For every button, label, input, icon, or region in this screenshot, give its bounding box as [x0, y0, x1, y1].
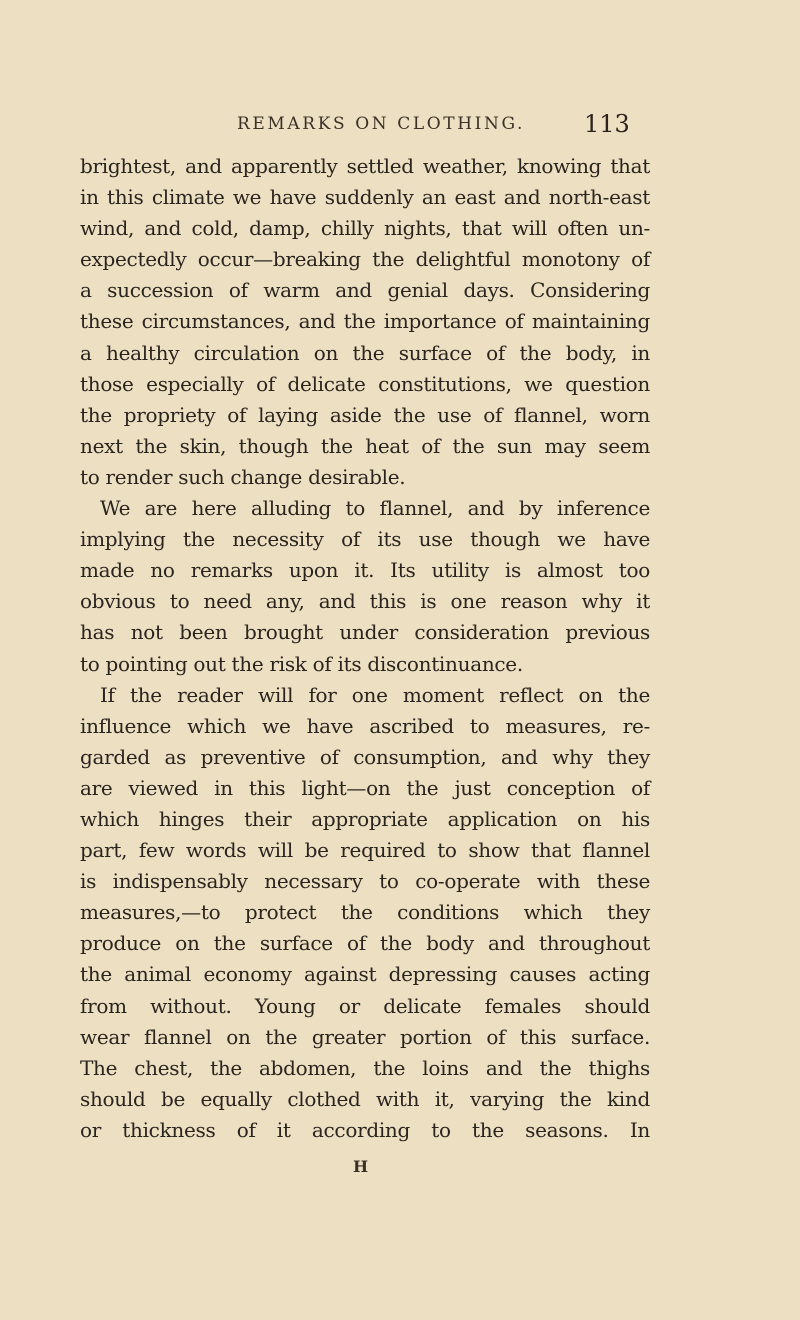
text-line: The chest, the abdomen, the loins and the thighs — [80, 1055, 650, 1080]
text-line: a healthy circulation on the surface of the body, in — [80, 340, 650, 365]
page-number: 113 — [584, 110, 630, 138]
text-line: influence which we have ascribed to measures, re- — [80, 713, 650, 738]
text-line: implying the necessity of its use though we have — [80, 527, 650, 552]
text-line: wind, and cold, damp, chilly nights, that will often un- — [80, 216, 650, 241]
body-text — [80, 151, 650, 1146]
text-line: expectedly occur—breaking the delightful monotony of — [80, 247, 650, 272]
text-line: which hinges their appropriate application on his — [80, 806, 650, 831]
running-title: REMARKS ON CLOTHING. — [237, 114, 526, 134]
text-line: or thickness of it according to the seasons. In — [80, 1117, 650, 1142]
text-line: the animal economy against depressing causes acting — [80, 962, 650, 987]
paragraph-start-line: If the reader will for one moment reflect on the — [100, 682, 650, 707]
signature-mark: H — [353, 1157, 369, 1176]
text-line: are viewed in this light—on the just conception of — [80, 775, 650, 800]
text-line: is indispensably necessary to co-operate with these — [80, 869, 650, 894]
text-line: made no remarks upon it. Its utility is almost too — [80, 558, 650, 583]
running-head — [0, 110, 800, 144]
text-line: produce on the surface of the body and throughout — [80, 931, 650, 956]
text-line: a succession of warm and genial days. Considering — [80, 278, 650, 303]
text-line: from without. Young or delicate females should — [80, 993, 650, 1018]
text-line: brightest, and apparently settled weather, knowing that — [80, 154, 650, 178]
text-line: the propriety of laying aside the use of flannel, worn — [80, 402, 650, 427]
text-line: measures,—to protect the conditions which they — [80, 900, 650, 925]
text-line: these circumstances, and the importance of maintaining — [80, 309, 650, 334]
text-line: in this climate we have suddenly an east and north-east — [80, 185, 650, 210]
text-line: next the skin, though the heat of the sun may seem — [80, 433, 650, 458]
text-line: has not been brought under consideration previous — [80, 620, 650, 645]
text-line: obvious to need any, and this is one reason why it — [80, 589, 650, 614]
text-line: should be equally clothed with it, varying the kind — [80, 1086, 650, 1111]
text-line: wear flannel on the greater portion of this surface. — [80, 1024, 650, 1049]
text-line: to render such change desirable. — [80, 464, 406, 489]
paragraph-start-line: We are here alluding to flannel, and by inference — [100, 496, 650, 521]
text-line: garded as preventive of consumption, and why they — [80, 744, 650, 769]
text-line: those especially of delicate constitutions, we question — [80, 371, 650, 396]
text-line: to pointing out the risk of its discontinuance. — [80, 651, 523, 676]
text-line: part, few words will be required to show that flannel — [80, 838, 650, 863]
